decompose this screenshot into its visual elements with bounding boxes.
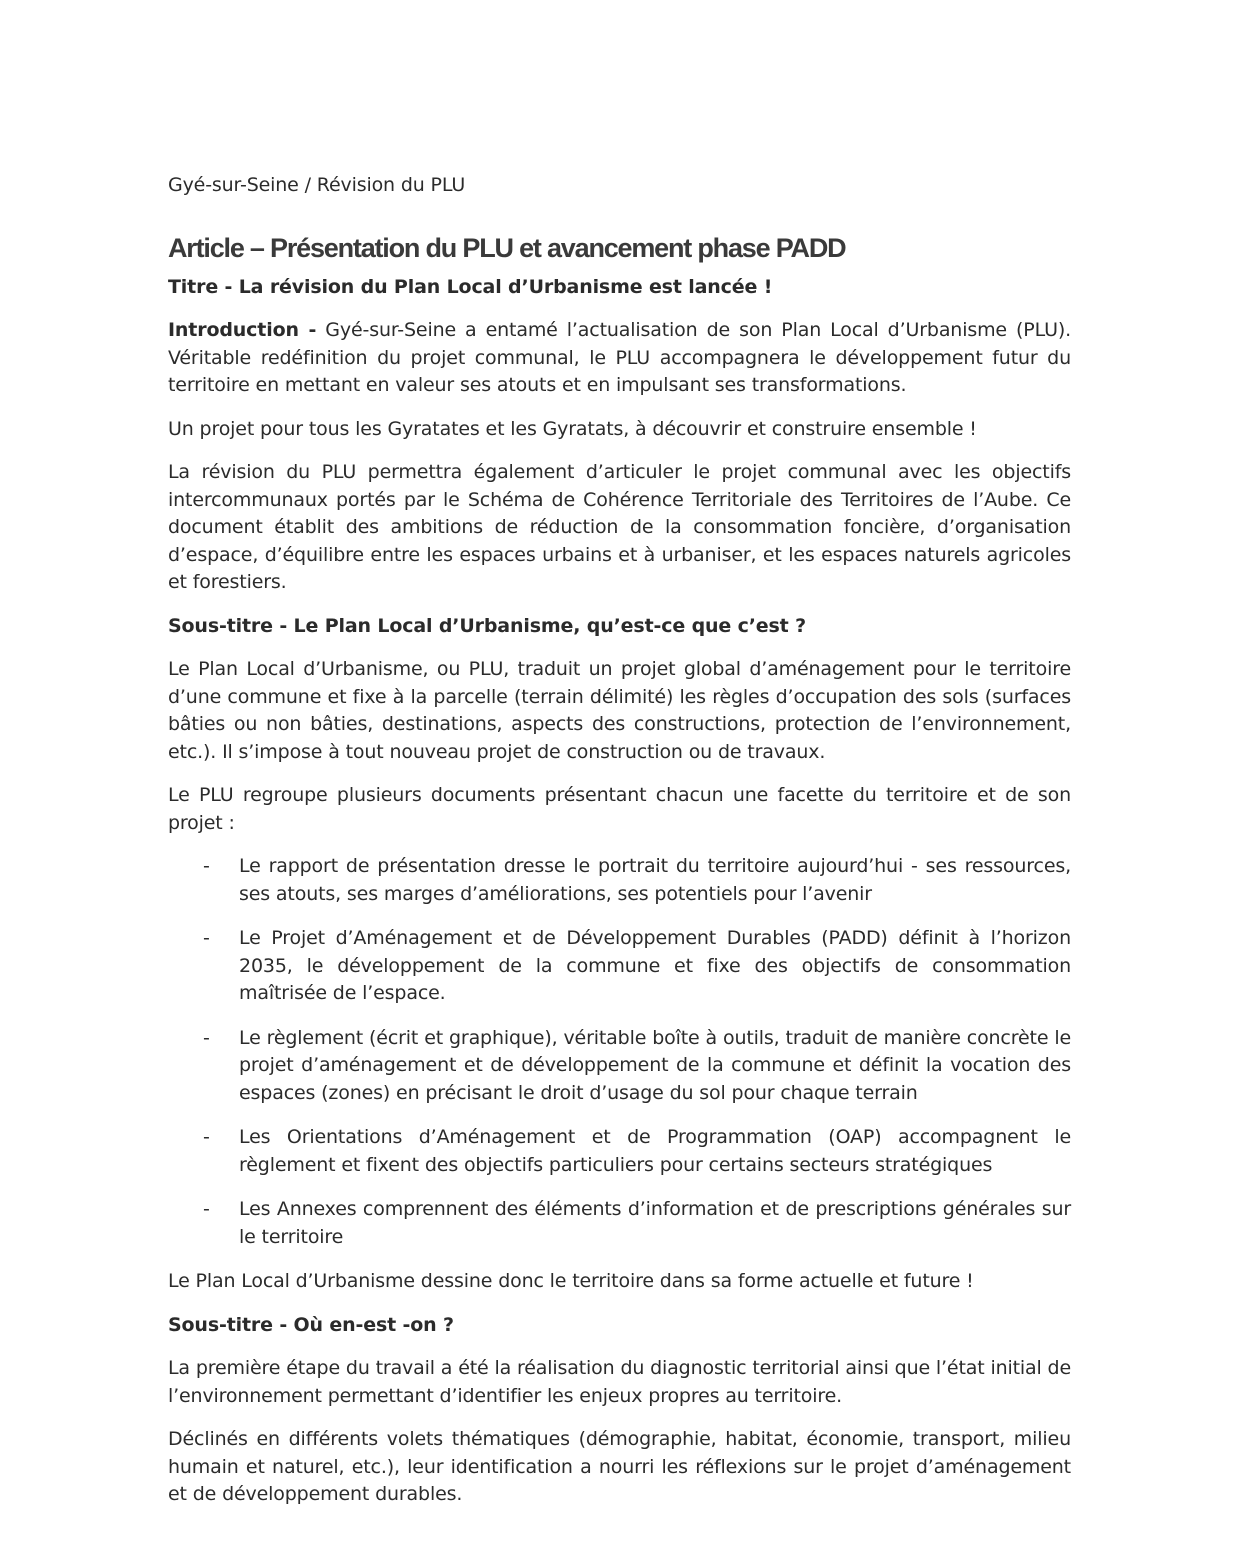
list-dash: - <box>203 855 210 877</box>
intro-label: Introduction - <box>168 319 317 341</box>
list-item-text: Le règlement (écrit et graphique), véritable boîte à outils, traduit de manière concrète le projet d’aménagement et de développement de la commune et définit la vocation des espaces (zones) en précisant le droit d’usage du sol pour chaque terrain <box>239 1026 1071 1104</box>
dessine-paragraph: Le Plan Local d’Urbanisme dessine donc le territoire dans sa forme actuelle et future ! <box>168 1270 974 1292</box>
list-dash: - <box>203 1126 210 1148</box>
plu-definition-paragraph: Le Plan Local d’Urbanisme, ou PLU, traduit un projet global d’aménagement pour le territoire d’une commune et fixe à la parcelle (terrain délimité) les règles d’occupation des sols (surfaces bâties ou non bâties, destinations, aspects des constructions, protection de l’environnement, etc.). Il s’impose à tout nouveau projet de construction ou de travaux. <box>168 658 1071 763</box>
titre-label: Titre - <box>168 275 233 298</box>
list-item <box>168 1025 1071 1108</box>
revision-paragraph: La révision du PLU permettra également d’articuler le projet communal avec les objectifs intercommunaux portés par le Schéma de Cohérence Territoriale des Territoires de l’Aube. Ce document établit des ambitions de réduction de la consommation foncière, d’organisation d’espace, d’équilibre entre les espaces urbains et à urbaniser, et les espaces naturels agricoles et forestiers. <box>168 461 1071 593</box>
list-dash: - <box>203 927 210 949</box>
plu-documents-paragraph: Le PLU regroupe plusieurs documents présentant chacun une facette du territoire et de son projet : <box>168 784 1071 834</box>
list-item-text: Le Projet d’Aménagement et de Développement Durables (PADD) définit à l’horizon 2035, le développement de la commune et fixe des objectifs de consommation maîtrisée de l’espace. <box>239 927 1071 1004</box>
list-item-text: Les Annexes comprennent des éléments d’information et de prescriptions générales sur le territoire <box>239 1198 1071 1248</box>
projet-paragraph: Un projet pour tous les Gyratates et les Gyratats, à découvrir et construire ensemble ! <box>168 417 977 440</box>
list-item <box>168 1196 1071 1251</box>
list-item <box>168 1124 1071 1179</box>
list-item <box>168 925 1071 1008</box>
list-item-text: Les Orientations d’Aménagement et de Programmation (OAP) accompagnent le règlement et fixent des objectifs particuliers pour certains secteurs stratégiques <box>239 1126 1071 1176</box>
intro-paragraph <box>168 317 1071 400</box>
list-dash: - <box>203 1026 210 1049</box>
list-item <box>168 853 1071 908</box>
document-header: Gyé-sur-Seine / Révision du PLU <box>168 174 466 196</box>
declines-paragraph: Déclinés en différents volets thématiques (démographie, habitat, économie, transport, milieu humain et naturel, etc.), leur identification a nourri les réflexions sur le projet d’aménagement et de développement durables. <box>168 1428 1071 1505</box>
article-title: Article – Présentation du PLU et avancement phase PADD <box>168 232 846 263</box>
titre-text: La révision du Plan Local d’Urbanisme est lancée ! <box>232 275 773 298</box>
list-dash: - <box>203 1198 210 1220</box>
titre-line <box>168 274 1071 302</box>
etape-paragraph: La première étape du travail a été la réalisation du diagnostic territorial ainsi que l’état initial de l’environnement permettant d’identifier les enjeux propres au territoire. <box>168 1357 1071 1407</box>
sous-titre-avancement: Sous-titre - Où en-est -on ? <box>168 1313 454 1336</box>
plu-documents-list <box>168 853 1071 1251</box>
intro-text: Gyé-sur-Seine a entamé l’actualisation de son Plan Local d’Urbanisme (PLU). Véritable redéfinition du projet communal, le PLU accompagnera le développement futur du territoire en mettant en valeur ses atouts et en impulsant ses transformations. <box>168 319 1071 396</box>
document-body <box>168 172 1071 1525</box>
list-item-text: Le rapport de présentation dresse le portrait du territoire aujourd’hui - ses ressources, ses atouts, ses marges d’améliorations, ses potentiels pour l’avenir <box>239 855 1071 905</box>
sous-titre-plu: Sous-titre - Le Plan Local d’Urbanisme, qu’est-ce que c’est ? <box>168 614 806 637</box>
